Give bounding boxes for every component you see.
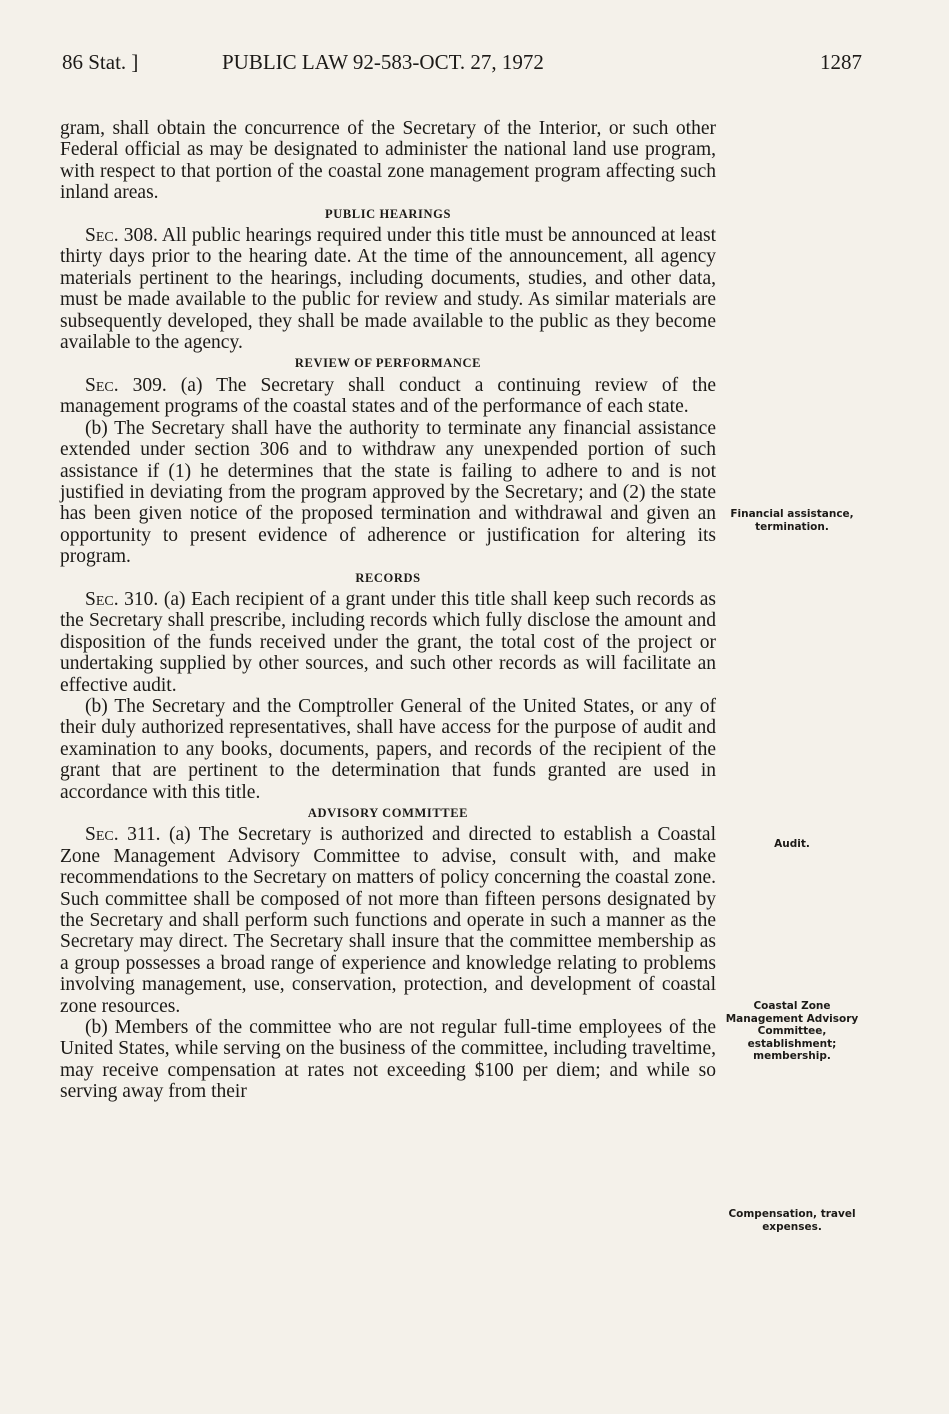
page-header (62, 50, 862, 80)
heading-advisory-committee: ADVISORY COMMITTEE (307, 806, 469, 820)
section-308-label: Sec. 308. (85, 225, 158, 247)
section-310b: (b) The Secretary and the Comptroller General of the United States, or any of their duly authorized representatives, shall have access for the purpose of audit and examination to any books, documents, papers, and records of the recipient of the grant that are pertinent to the determination that funds granted are used in accordance with this title. (60, 695, 716, 803)
section-311b: (b) Members of the committee who are not regular full-time employees of the United States, while serving on the business of the committee, including traveltime, may receive compensation at rates not exceeding $100 per diem; and while so serving away from their (60, 1017, 716, 1103)
margin-note-compensation: Compensation, travel expenses. (728, 1208, 856, 1233)
heading-review-of-performance: REVIEW OF PERFORMANCE (294, 356, 482, 371)
section-311a-text: (a) The Secretary is authorized and directed to establish a Coastal Zone Management Advisory Committee to advise, consult with, and make recommendations to the Secretary on matters of policy concerning the coastal zone. Such committee shall be composed of not more than fifteen persons designated by the Secretary and shall perform such functions and operate in such a manner as the Secretary may direct. The Secretary shall insure that the committee membership as a group possesses a broad range of experience and knowledge relating to problems involving management, use, conservation, protection, and development of coastal zone resources. (60, 824, 717, 1017)
section-309a (60, 375, 716, 418)
section-308-text: All public hearings required under this title must be announced at least thirty days prior to the hearing date. At the time of the announcement, all agency materials pertinent to the hearings, including documents, studies, and other data, must be made available to the public for review and study. As similar materials are subsequently developed, they shall be made available to the public as they become available to the agency. (60, 225, 716, 354)
section-309b: (b) The Secretary shall have the authority to terminate any financial assistance extended under section 306 and to withdraw any unexpended portion of such assistance if (1) he determines that the state is failing to adhere to and is not justified in deviating from the program approved by the Secretary; and (2) the state has been given notice of the proposed termination and withdrawal and given an opportunity to present evidence of adherence or justification for altering its program. (60, 417, 716, 568)
section-309a-text: (a) The Secretary shall conduct a continuing review of the management programs of the coastal states and of the performance of each state. (60, 374, 716, 418)
section-310a-text: (a) Each recipient of a grant under this title shall keep such records as the Secretary shall prescribe, including records which fully disclose the amount and disposition of the funds received under the grant, the total cost of the project or undertaking supplied by other sources, and such other records as will facilitate an effective audit. (60, 588, 716, 696)
page-title: PUBLIC LAW 92-583-OCT. 27, 1972 (222, 50, 544, 74)
margin-note-advisory-committee: Coastal Zone Management Advisory Committee, establishment; membership. (725, 1000, 859, 1062)
margin-note-audit: Audit. (774, 838, 810, 850)
section-308 (60, 225, 716, 353)
section-311a (60, 824, 716, 1017)
section-309-label: Sec. 309. (85, 374, 167, 396)
section-311-label: Sec. 311. (85, 824, 161, 846)
heading-public-hearings: PUBLIC HEARINGS (324, 206, 452, 221)
page-number: 1287 (820, 50, 862, 74)
section-310a (60, 589, 716, 696)
continued-paragraph: gram, shall obtain the concurrence of the Secretary of the Interior, or such other Federal official as may be designated to administer the national land use program, with respect to that portion of the coastal zone management program affecting such inland areas. (60, 118, 716, 204)
statute-volume: 86 Stat. ] (62, 50, 139, 74)
document-body (60, 118, 716, 1103)
margin-note-financial-assistance: Financial assistance, termination. (730, 508, 854, 533)
section-310-label: Sec. 310. (85, 588, 159, 610)
heading-records: RECORDS (355, 570, 421, 585)
